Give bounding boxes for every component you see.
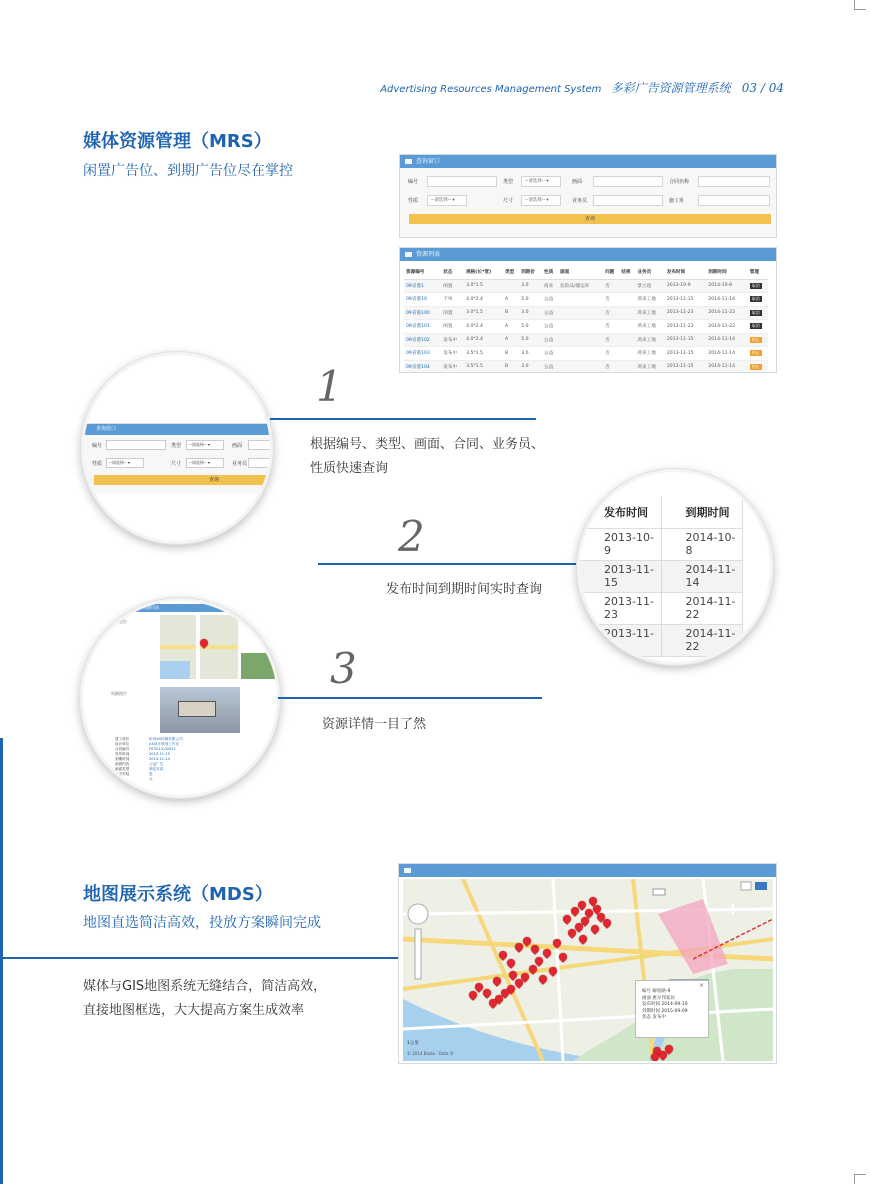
table-cell: 2013-11-23	[665, 306, 706, 320]
zoom-label: 画面	[232, 443, 243, 449]
query-select-type[interactable]: --请选择-- ▾	[521, 176, 561, 187]
zoom-label: 类型	[171, 443, 182, 449]
map-popup[interactable]: 编号 解放路-9 画面 惠尔邦家居 发布时间 2014-09-10 到期时间 2015-09-09 状态 发布中 ×	[635, 980, 709, 1038]
table-cell: 否	[603, 347, 619, 361]
dates-table	[580, 496, 743, 657]
row-action-cell[interactable]	[748, 306, 768, 320]
results-column-header: 资源编号	[404, 266, 441, 279]
table-cell	[558, 347, 603, 361]
zoom-circle-detail	[80, 598, 280, 798]
left-accent-bar	[0, 738, 3, 1184]
table-cell: 否	[603, 279, 619, 293]
zoom-label: 业务员	[232, 461, 248, 467]
table-row: 2013-11-23 2014-11-22	[580, 592, 742, 624]
table-cell: 公益	[542, 320, 558, 334]
results-column-header: 规格(长*宽)	[464, 266, 503, 279]
table-cell: 2014-11-22	[706, 306, 747, 320]
row-action-cell[interactable]	[748, 279, 768, 293]
mrs-title: 媒体资源管理（MRS）	[83, 131, 272, 152]
table-row: 2013-11-23 2014-11-22	[580, 624, 742, 656]
table-cell: B	[503, 347, 519, 361]
detail-location-map	[160, 615, 238, 679]
row-action-cell[interactable]	[748, 360, 768, 373]
query-label: 尺寸	[503, 198, 514, 204]
row-action-button[interactable]: 取消	[751, 282, 760, 288]
table-cell: A	[503, 320, 519, 334]
detail-label: 发布时间	[115, 752, 130, 756]
results-column-header: 类型	[503, 266, 519, 279]
map-panel-header	[399, 864, 776, 877]
zoom-input-code[interactable]	[106, 440, 166, 450]
results-column-header: 性质	[542, 266, 558, 279]
row-action-cell[interactable]	[748, 320, 768, 334]
mds-rule	[0, 957, 398, 959]
detail-label: 是否安装	[115, 772, 130, 776]
table-cell: 鸿来工地	[635, 360, 664, 373]
table-cell: 公益	[542, 360, 558, 373]
resource-code-link[interactable]: 09省港10	[404, 293, 441, 307]
map-background	[403, 879, 773, 1061]
table-row: 2013-10-9 2014-10-8	[580, 528, 742, 560]
table-cell: 3.5*1.5	[464, 347, 503, 361]
query-input-picture[interactable]	[593, 176, 663, 187]
detail-label: 备注	[115, 777, 123, 781]
results-panel-header: 资源列表	[400, 248, 776, 261]
resource-code-link[interactable]: 09省港102	[404, 333, 441, 347]
query-label: 编号	[408, 179, 419, 185]
zoom-circle-query	[81, 352, 273, 544]
map-panel	[398, 863, 777, 1064]
close-icon[interactable]: ×	[698, 982, 704, 989]
table-cell: 发布中	[441, 360, 464, 373]
results-panel	[399, 247, 777, 373]
step3-rule	[278, 697, 542, 699]
detail-value: 2014-11-14	[149, 757, 170, 761]
detail-info-list	[115, 737, 183, 782]
table-row	[404, 279, 768, 293]
zoom-label: 性质	[92, 461, 103, 467]
detail-billboard-photo	[160, 687, 240, 733]
table-cell: 危险品/储运库	[558, 279, 603, 293]
dates-header-publish: 发布时间	[580, 496, 661, 528]
table-row	[404, 320, 768, 334]
zoom-input-picture[interactable]	[248, 440, 273, 450]
step1-rule	[270, 418, 536, 420]
detail-label: 到期时间	[115, 757, 130, 761]
zoom-search-button[interactable]: 查询	[94, 475, 273, 485]
table-cell: 否	[603, 293, 619, 307]
table-cell	[558, 320, 603, 334]
detail-row	[115, 777, 183, 782]
query-select-nature[interactable]: --请选择-- ▾	[427, 195, 467, 206]
step2-text: 发布时间到期时间实时查询	[386, 582, 543, 597]
table-cell: 2013-11-15	[665, 347, 706, 361]
detail-value: 杭州XX传媒有限公司	[149, 737, 183, 741]
table-cell	[619, 333, 635, 347]
step-number-2: 2	[398, 512, 425, 561]
table-cell: 5.0	[519, 320, 542, 334]
table-cell: 否	[603, 333, 619, 347]
running-header	[380, 79, 784, 96]
table-cell	[619, 306, 635, 320]
detail-label: 画面类型	[115, 767, 130, 771]
table-row	[404, 333, 768, 347]
table-cell: 2014-11-14	[706, 347, 747, 361]
table-row	[404, 306, 768, 320]
detail-value: 是	[149, 772, 153, 776]
row-action-button[interactable]: 取消	[751, 323, 760, 329]
table-cell	[619, 360, 635, 373]
map-copyright: © 2014 Baidu · Data ©	[407, 1051, 454, 1056]
detail-value: 公益广告	[149, 762, 164, 766]
table-cell: 3.0	[519, 306, 542, 320]
results-column-header: 到期时间	[706, 266, 747, 279]
table-cell: 2014-11-14	[706, 360, 747, 373]
crop-mark-top-right	[854, 0, 866, 10]
table-cell	[503, 279, 519, 293]
zoom-circle-dates	[577, 469, 773, 665]
table-cell: 2013-11-15	[665, 333, 706, 347]
table-cell: 公益	[542, 306, 558, 320]
table-cell: 2013-11-15	[665, 293, 706, 307]
gis-map[interactable]	[403, 879, 773, 1061]
row-action-button[interactable]: 停止	[751, 350, 760, 356]
table-cell: 2013-11-15	[665, 360, 706, 373]
zoom-select-type[interactable]: --请选择-- ▾	[186, 440, 224, 450]
map-scale: 1公里	[407, 1041, 419, 1046]
table-cell: 3.0	[519, 279, 542, 293]
step-number-1: 1	[316, 362, 343, 411]
table-cell: 2013-10-9	[665, 279, 706, 293]
step3-text: 资源详情一目了然	[322, 717, 427, 732]
table-cell	[558, 333, 603, 347]
table-cell: 发布中	[441, 347, 464, 361]
query-label: 画面	[572, 179, 583, 185]
table-cell: B	[503, 360, 519, 373]
row-action-button[interactable]: 取消	[751, 309, 760, 315]
table-cell: 2014-11-22	[706, 320, 747, 334]
header-title-en: Advertising Resources Management System	[380, 84, 602, 95]
table-cell: 鸿来工地	[635, 293, 664, 307]
table-cell: 鸿来工地	[635, 333, 664, 347]
detail-header: 资源详情	[103, 604, 280, 612]
query-label: 合同名称	[669, 179, 690, 185]
results-column-header: 结果	[619, 266, 635, 279]
table-cell: 发布中	[441, 333, 464, 347]
table-row	[404, 347, 768, 361]
step1-text: 根据编号、类型、画面、合同、业务员、 性质快速查询	[310, 437, 545, 476]
mds-subtitle: 地图直选简洁高效，投放方案瞬间完成	[83, 915, 321, 931]
table-cell: 2014-11-14	[706, 333, 747, 347]
table-cell: 景立超	[635, 279, 664, 293]
zoom-label: 尺寸	[171, 461, 182, 467]
table-cell: 3.0*1.5	[464, 306, 503, 320]
row-action-button[interactable]: 取消	[751, 296, 760, 302]
detail-label: 设计单位	[115, 742, 130, 746]
table-cell: 2014-10-8	[706, 279, 747, 293]
table-row: 2013-11-15 2014-11-14	[580, 560, 742, 592]
results-column-header: 到期价	[519, 266, 542, 279]
row-action-cell[interactable]	[748, 293, 768, 307]
mds-title: 地图展示系统（MDS）	[83, 884, 273, 905]
table-cell: 3.0	[519, 360, 542, 373]
query-panel-header: 查询窗口	[400, 155, 776, 168]
page-number: 03 / 04	[741, 81, 784, 95]
mds-body: 媒体与GIS地图系统无缝结合，简洁高效， 直接地图框选，大大提高方案生成效率	[83, 979, 327, 1018]
detail-photo-thumb	[241, 653, 280, 679]
table-row	[404, 293, 768, 307]
row-action-cell[interactable]	[748, 333, 768, 347]
table-cell	[619, 347, 635, 361]
detail-value: 2013-11-15	[149, 752, 170, 756]
table-cell: 公益	[542, 347, 558, 361]
query-select-size[interactable]: --请选择-- ▾	[521, 195, 561, 206]
zoom-select-size[interactable]: --请选择-- ▾	[186, 458, 224, 468]
query-input-code[interactable]	[427, 176, 497, 187]
resource-code-link[interactable]: 09省港1	[404, 279, 441, 293]
table-cell: B	[503, 306, 519, 320]
table-cell: 鸿来工地	[635, 306, 664, 320]
query-label: 业务员	[572, 198, 588, 204]
resource-code-link[interactable]: 09省港101	[404, 320, 441, 334]
results-column-header: 管理	[748, 266, 768, 279]
zoom-input-salesman[interactable]	[248, 458, 273, 468]
detail-photo-label: 资源图片	[111, 691, 127, 696]
table-cell	[619, 320, 635, 334]
table-row	[404, 360, 768, 373]
table-cell: 闲置	[441, 306, 464, 320]
query-input-order[interactable]	[698, 195, 770, 206]
mrs-subtitle: 闲置广告位、到期广告位尽在掌控	[83, 163, 293, 179]
table-cell: 公益	[542, 333, 558, 347]
table-cell: A	[503, 333, 519, 347]
table-cell: 否	[603, 306, 619, 320]
table-cell: 4.0*2.4	[464, 320, 503, 334]
resource-code-link[interactable]: 09省港100	[404, 306, 441, 320]
table-cell: A	[503, 293, 519, 307]
table-cell: 2014-11-14	[706, 293, 747, 307]
dates-header-expire: 到期时间	[661, 496, 742, 528]
results-column-header: 画面	[558, 266, 603, 279]
header-title-cn: 多彩广告资源管理系统	[610, 81, 731, 95]
zoom-label: 编号	[92, 443, 103, 449]
resource-code-link[interactable]: 09省港103	[404, 347, 441, 361]
detail-value: HT2013-00021	[149, 747, 176, 751]
table-cell: 3.5*1.5	[464, 360, 503, 373]
detail-value: 无	[149, 777, 153, 781]
table-cell: 5.0	[519, 293, 542, 307]
zoom-query-header: 查询窗口	[81, 424, 273, 435]
results-column-header: 业务员	[635, 266, 664, 279]
results-column-header: 问题	[603, 266, 619, 279]
step2-rule	[318, 563, 584, 565]
detail-value: XX设计策划工作室	[149, 742, 180, 746]
query-input-salesman[interactable]	[593, 195, 663, 206]
table-cell: 4.0*2.4	[464, 293, 503, 307]
table-cell: 5.0	[519, 333, 542, 347]
detail-label: 合同编号	[115, 747, 130, 751]
table-cell: 3.0*1.5	[464, 279, 503, 293]
query-label: 施工单	[669, 198, 685, 204]
table-cell: 闲置	[441, 279, 464, 293]
zoom-select-nature[interactable]: --请选择-- ▾	[106, 458, 144, 468]
table-cell: 鸿来工地	[635, 347, 664, 361]
detail-label: 画面内容	[115, 762, 130, 766]
table-cell: 2013-11-23	[665, 320, 706, 334]
step-number-3: 3	[330, 644, 357, 693]
detail-label: 建工单位	[115, 737, 130, 741]
table-cell	[619, 293, 635, 307]
table-cell: 下单	[441, 293, 464, 307]
table-cell: 商业	[542, 279, 558, 293]
row-action-cell[interactable]	[748, 347, 768, 361]
query-label: 类型	[503, 179, 514, 185]
table-cell	[558, 306, 603, 320]
query-label: 性质	[408, 198, 419, 204]
table-cell: 否	[603, 360, 619, 373]
results-column-header: 发布时间	[665, 266, 706, 279]
row-action-button[interactable]: 停止	[751, 363, 760, 369]
detail-map-label: 资源定位	[111, 619, 127, 624]
table-cell: 鸿来工地	[635, 320, 664, 334]
table-cell: 4.0*2.4	[464, 333, 503, 347]
table-cell: 否	[603, 320, 619, 334]
resource-code-link[interactable]: 09省港104	[404, 360, 441, 373]
detail-value: 喷绘写真	[149, 767, 164, 771]
table-cell: 闲置	[441, 320, 464, 334]
table-cell	[558, 293, 603, 307]
table-cell: 3.0	[519, 347, 542, 361]
query-panel	[399, 154, 777, 238]
row-action-button[interactable]: 停止	[751, 336, 760, 342]
query-input-contract[interactable]	[698, 176, 770, 187]
crop-mark-bottom-right	[854, 1174, 866, 1184]
table-cell	[558, 360, 603, 373]
search-button[interactable]: 查询	[409, 214, 771, 224]
table-cell: 公益	[542, 293, 558, 307]
results-column-header: 状态	[441, 266, 464, 279]
table-cell	[619, 279, 635, 293]
results-table	[404, 266, 768, 373]
